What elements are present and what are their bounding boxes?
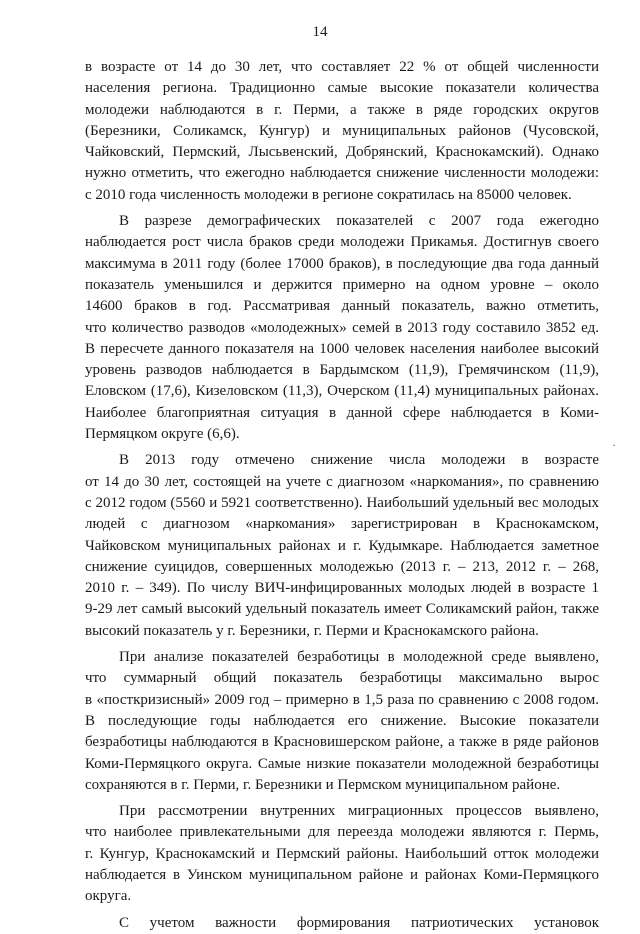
text-line: С учетом важности формирования патриотических установок [119,914,599,931]
text-line: наблюдается рост числа браков среди молодежи Прикамья. Достигнув своего [85,234,599,251]
text-line: уровень разводов наблюдается в Бардымском (11,9), Гремячинском (11,9), [85,362,599,379]
text-line: Пермяцком округе (6,6). [85,426,240,443]
margin-mark: · [612,438,616,452]
text-line: Чайковском муниципальных районах и г. Кудымкаре. Наблюдается заметное [85,537,599,554]
paragraph [85,913,599,934]
text-line: В 2013 году отмечено снижение числа молодежи в возрасте [119,452,599,469]
text-line: В последующие годы наблюдается его снижение. Высокие показатели [85,712,599,729]
text-line: В разрезе демографических показателей с 2007 года ежегодно [119,213,599,230]
text-line: с 2012 годом (5560 и 5921 соответственно). Наибольший удельный вес молодых [85,494,599,511]
text-line: 14600 браков в год. Рассматривая данный показатель, важно отметить, [85,298,599,315]
text-line: населения региона. Традиционно самые высокие показатели количества [85,80,599,97]
text-line: высокий показатель у г. Березники, г. Перми и Краснокамского района. [85,622,539,639]
text-line: округа. [85,888,132,905]
text-line: г. Кунгур, Краснокамский и Пермский районы. Наибольший отток молодежи [85,845,599,862]
text-line: наблюдается в Уинском муниципальном районе и районах Коми-Пермяцкого [85,866,599,883]
text-line: 9-29 лет самый высокий удельный показатель имеет Соликамский район, также [85,601,599,618]
text-line: Еловском (17,6), Кизеловском (11,3), Очерском (11,4) муниципальных районах. [85,383,599,400]
text-line: сохраняются в г. Перми, г. Березники и Пермском муниципальном районе. [85,776,561,793]
text-line: максимума в 2011 году (более 17000 браков), в последующие два года данный [85,255,599,272]
text-line: Коми-Пермяцкого округа. Самые низкие показатели молодежной безработицы [85,755,599,772]
text-line: Наиболее благоприятная ситуация в данной сфере наблюдается в Коми- [85,404,599,421]
text-line: нужно отметить, что ежегодно наблюдается снижение численности молодежи: [85,165,599,182]
text-line: При рассмотрении внутренних миграционных процессов выявлено, [119,803,599,820]
text-line: что количество разводов «молодежных» семей в 2013 году составило 3852 ед. [85,319,599,336]
paragraph [85,211,599,445]
text-line: в возрасте от 14 до 30 лет, что составляет 22 % от общей численности [85,59,599,75]
paragraph [85,450,599,642]
text-line: (Березники, Соликамск, Кунгур) и муниципальных районов (Чусовской, [85,122,599,139]
text-line: людей с диагнозом «наркомания» зарегистрирован в Краснокамском, [85,516,599,533]
text-line: показатель уменьшился и держится примерно на одном уровне – около [85,276,599,293]
text-line: в «посткризисный» 2009 год – примерно в 1,5 раза по сравнению с 2008 годом. [85,691,599,708]
text-line: от 14 до 30 лет, состоящей на учете с диагнозом «наркомания», по сравнению [85,473,599,490]
paragraph [85,647,599,796]
page-number: 14 [312,24,328,40]
text-line: безработицы наблюдаются в Красновишерском районе, а также в ряде районов [85,734,599,751]
text-line: с 2010 года численность молодежи в регионе сократилась на 85000 человек. [85,186,572,203]
text-line: снижение суицидов, совершенных молодежью (2013 г. – 213, 2012 г. – 268, [85,558,599,575]
text-line: В пересчете данного показателя на 1000 человек населения наиболее высокий [85,340,599,357]
text-line: что наиболее привлекательными для переезда молодежи являются г. Пермь, [85,824,599,841]
body-text [85,57,599,934]
paragraph [85,801,599,907]
text-line: При анализе показателей безработицы в молодежной среде выявлено, [119,649,599,666]
text-line: Чайковский, Пермский, Лысьвенский, Добрянский, Краснокамский). Однако [85,144,599,161]
text-line: молодежи наблюдаются в г. Перми, а также в ряде городских округов [85,101,599,118]
paragraph [85,57,599,206]
text-line: что суммарный общий показатель безработицы максимально вырос [85,670,599,687]
text-line: 2010 г. – 349). По числу ВИЧ-инфицированных молодых людей в возрасте 1 [85,580,599,597]
